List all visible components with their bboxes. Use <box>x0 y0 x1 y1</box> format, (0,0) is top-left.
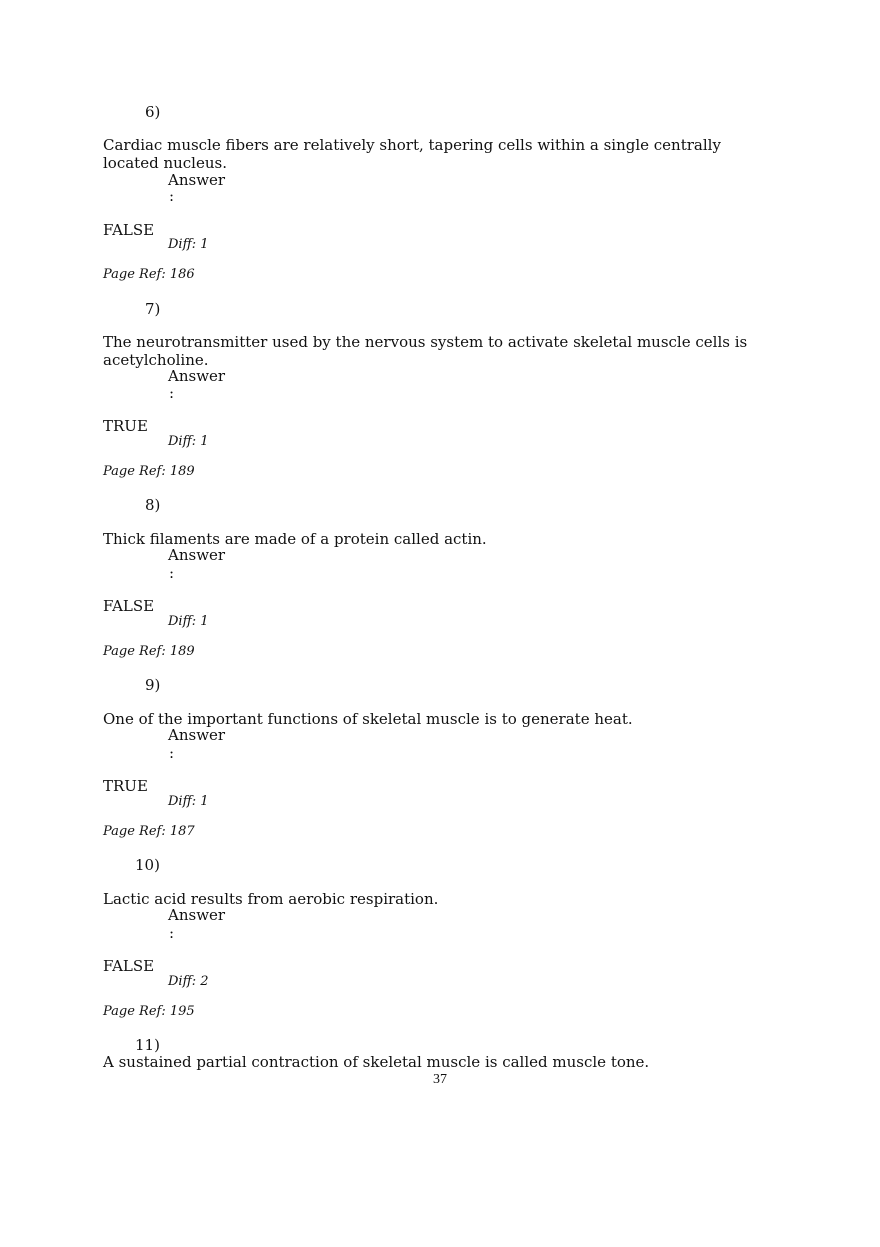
answer-colon: : <box>169 384 175 402</box>
page-reference: Page Ref: 186 <box>103 267 195 282</box>
question-number: 11) <box>135 1036 160 1054</box>
answer-label: Answer <box>168 171 226 189</box>
difficulty: Diff: 1 <box>168 794 209 809</box>
question-text: The neurotransmitter used by the nervous system to activate skeletal muscle cells is acetylcholine. <box>103 333 748 369</box>
question-text: Thick filaments are made of a protein called actin. <box>103 530 487 548</box>
difficulty: Diff: 1 <box>168 237 209 252</box>
question-text: A sustained partial contraction of skeletal muscle is called muscle tone. <box>103 1053 650 1071</box>
answer-value: FALSE <box>103 221 155 239</box>
answer-value: TRUE <box>103 777 148 795</box>
answer-label: Answer <box>168 367 226 385</box>
question-number: 7) <box>145 300 161 318</box>
page-reference: Page Ref: 187 <box>103 824 195 839</box>
question-number: 10) <box>135 856 160 874</box>
question-text: Lactic acid results from aerobic respiration. <box>103 890 439 908</box>
answer-colon: : <box>169 187 175 205</box>
question-number: 8) <box>145 496 161 514</box>
answer-colon: : <box>169 924 175 942</box>
answer-colon: : <box>169 744 175 762</box>
page-number: 37 <box>433 1072 447 1087</box>
difficulty: Diff: 1 <box>168 434 209 449</box>
answer-label: Answer <box>168 726 226 744</box>
difficulty: Diff: 1 <box>168 614 209 629</box>
question-number: 6) <box>145 103 161 121</box>
question-text: Cardiac muscle fibers are relatively short, tapering cells within a single centrally located nucleus. <box>103 136 721 172</box>
answer-colon: : <box>169 564 175 582</box>
difficulty: Diff: 2 <box>168 974 209 989</box>
answer-label: Answer <box>168 546 226 564</box>
page-reference: Page Ref: 189 <box>103 644 195 659</box>
question-number: 9) <box>145 676 161 694</box>
answer-value: TRUE <box>103 417 148 435</box>
page-reference: Page Ref: 195 <box>103 1004 195 1019</box>
question-text: One of the important functions of skeletal muscle is to generate heat. <box>103 710 633 728</box>
answer-value: FALSE <box>103 597 155 615</box>
answer-label: Answer <box>168 906 226 924</box>
page-reference: Page Ref: 189 <box>103 464 195 479</box>
answer-value: FALSE <box>103 957 155 975</box>
